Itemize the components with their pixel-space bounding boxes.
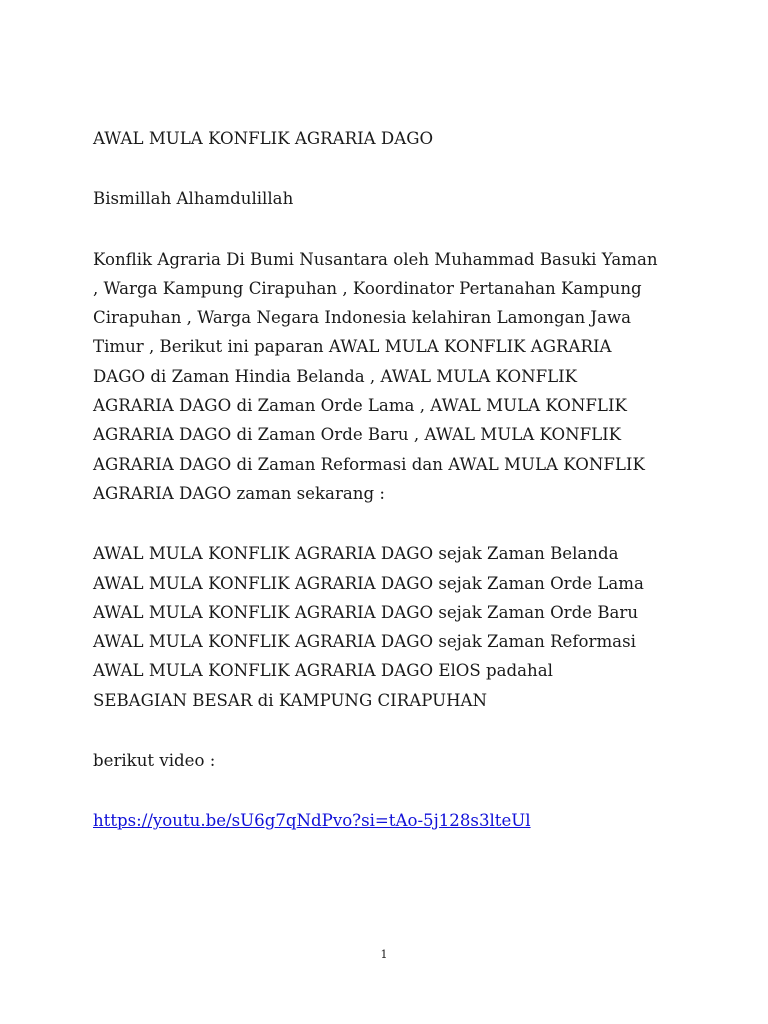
document-body	[93, 124, 683, 836]
intro-line: DAGO di Zaman Hindia Belanda , AWAL MULA KONFLIK	[93, 366, 578, 386]
spacer	[93, 153, 683, 184]
list-item: SEBAGIAN BESAR di KAMPUNG CIRAPUHAN	[93, 690, 488, 710]
video-label: berikut video :	[93, 751, 216, 771]
list-item: AWAL MULA KONFLIK AGRARIA DAGO ElOS padahal	[93, 661, 553, 681]
intro-line: Timur , Berikut ini paparan AWAL MULA KONFLIK AGRARIA	[93, 337, 612, 357]
spacer	[93, 775, 683, 806]
list-item: AWAL MULA KONFLIK AGRARIA DAGO sejak Zaman Orde Lama	[93, 573, 644, 593]
intro-line: Cirapuhan , Warga Negara Indonesia kelahiran Lamongan Jawa	[93, 308, 632, 328]
page-number: 1	[380, 948, 388, 961]
list-item: AWAL MULA KONFLIK AGRARIA DAGO sejak Zaman Orde Baru	[93, 602, 639, 622]
spacer	[93, 715, 683, 746]
era-list	[93, 539, 683, 715]
intro-line: AGRARIA DAGO di Zaman Reformasi dan AWAL MULA KONFLIK	[93, 454, 645, 474]
list-item: AWAL MULA KONFLIK AGRARIA DAGO sejak Zaman Belanda	[93, 544, 619, 564]
intro-line: AGRARIA DAGO zaman sekarang :	[93, 483, 385, 503]
intro-line: AGRARIA DAGO di Zaman Orde Lama , AWAL MULA KONFLIK	[93, 396, 627, 416]
intro-line: Konflik Agraria Di Bumi Nusantara oleh Muhammad Basuki Yaman	[93, 249, 658, 269]
intro-line: , Warga Kampung Cirapuhan , Koordinator Pertanahan Kampung	[93, 278, 642, 298]
list-item: AWAL MULA KONFLIK AGRARIA DAGO sejak Zaman Reformasi	[93, 632, 636, 652]
greeting-line: Bismillah Alhamdulillah	[93, 189, 294, 209]
video-link[interactable]: https://youtu.be/sU6g7qNdPvo?si=tAo-5j128s3lteUl	[93, 811, 531, 831]
spacer	[93, 508, 683, 539]
intro-paragraph	[93, 245, 683, 509]
document-title: AWAL MULA KONFLIK AGRARIA DAGO	[93, 129, 434, 148]
spacer	[93, 214, 683, 245]
intro-line: AGRARIA DAGO di Zaman Orde Baru , AWAL MULA KONFLIK	[93, 425, 622, 445]
video-link-line	[93, 806, 683, 835]
